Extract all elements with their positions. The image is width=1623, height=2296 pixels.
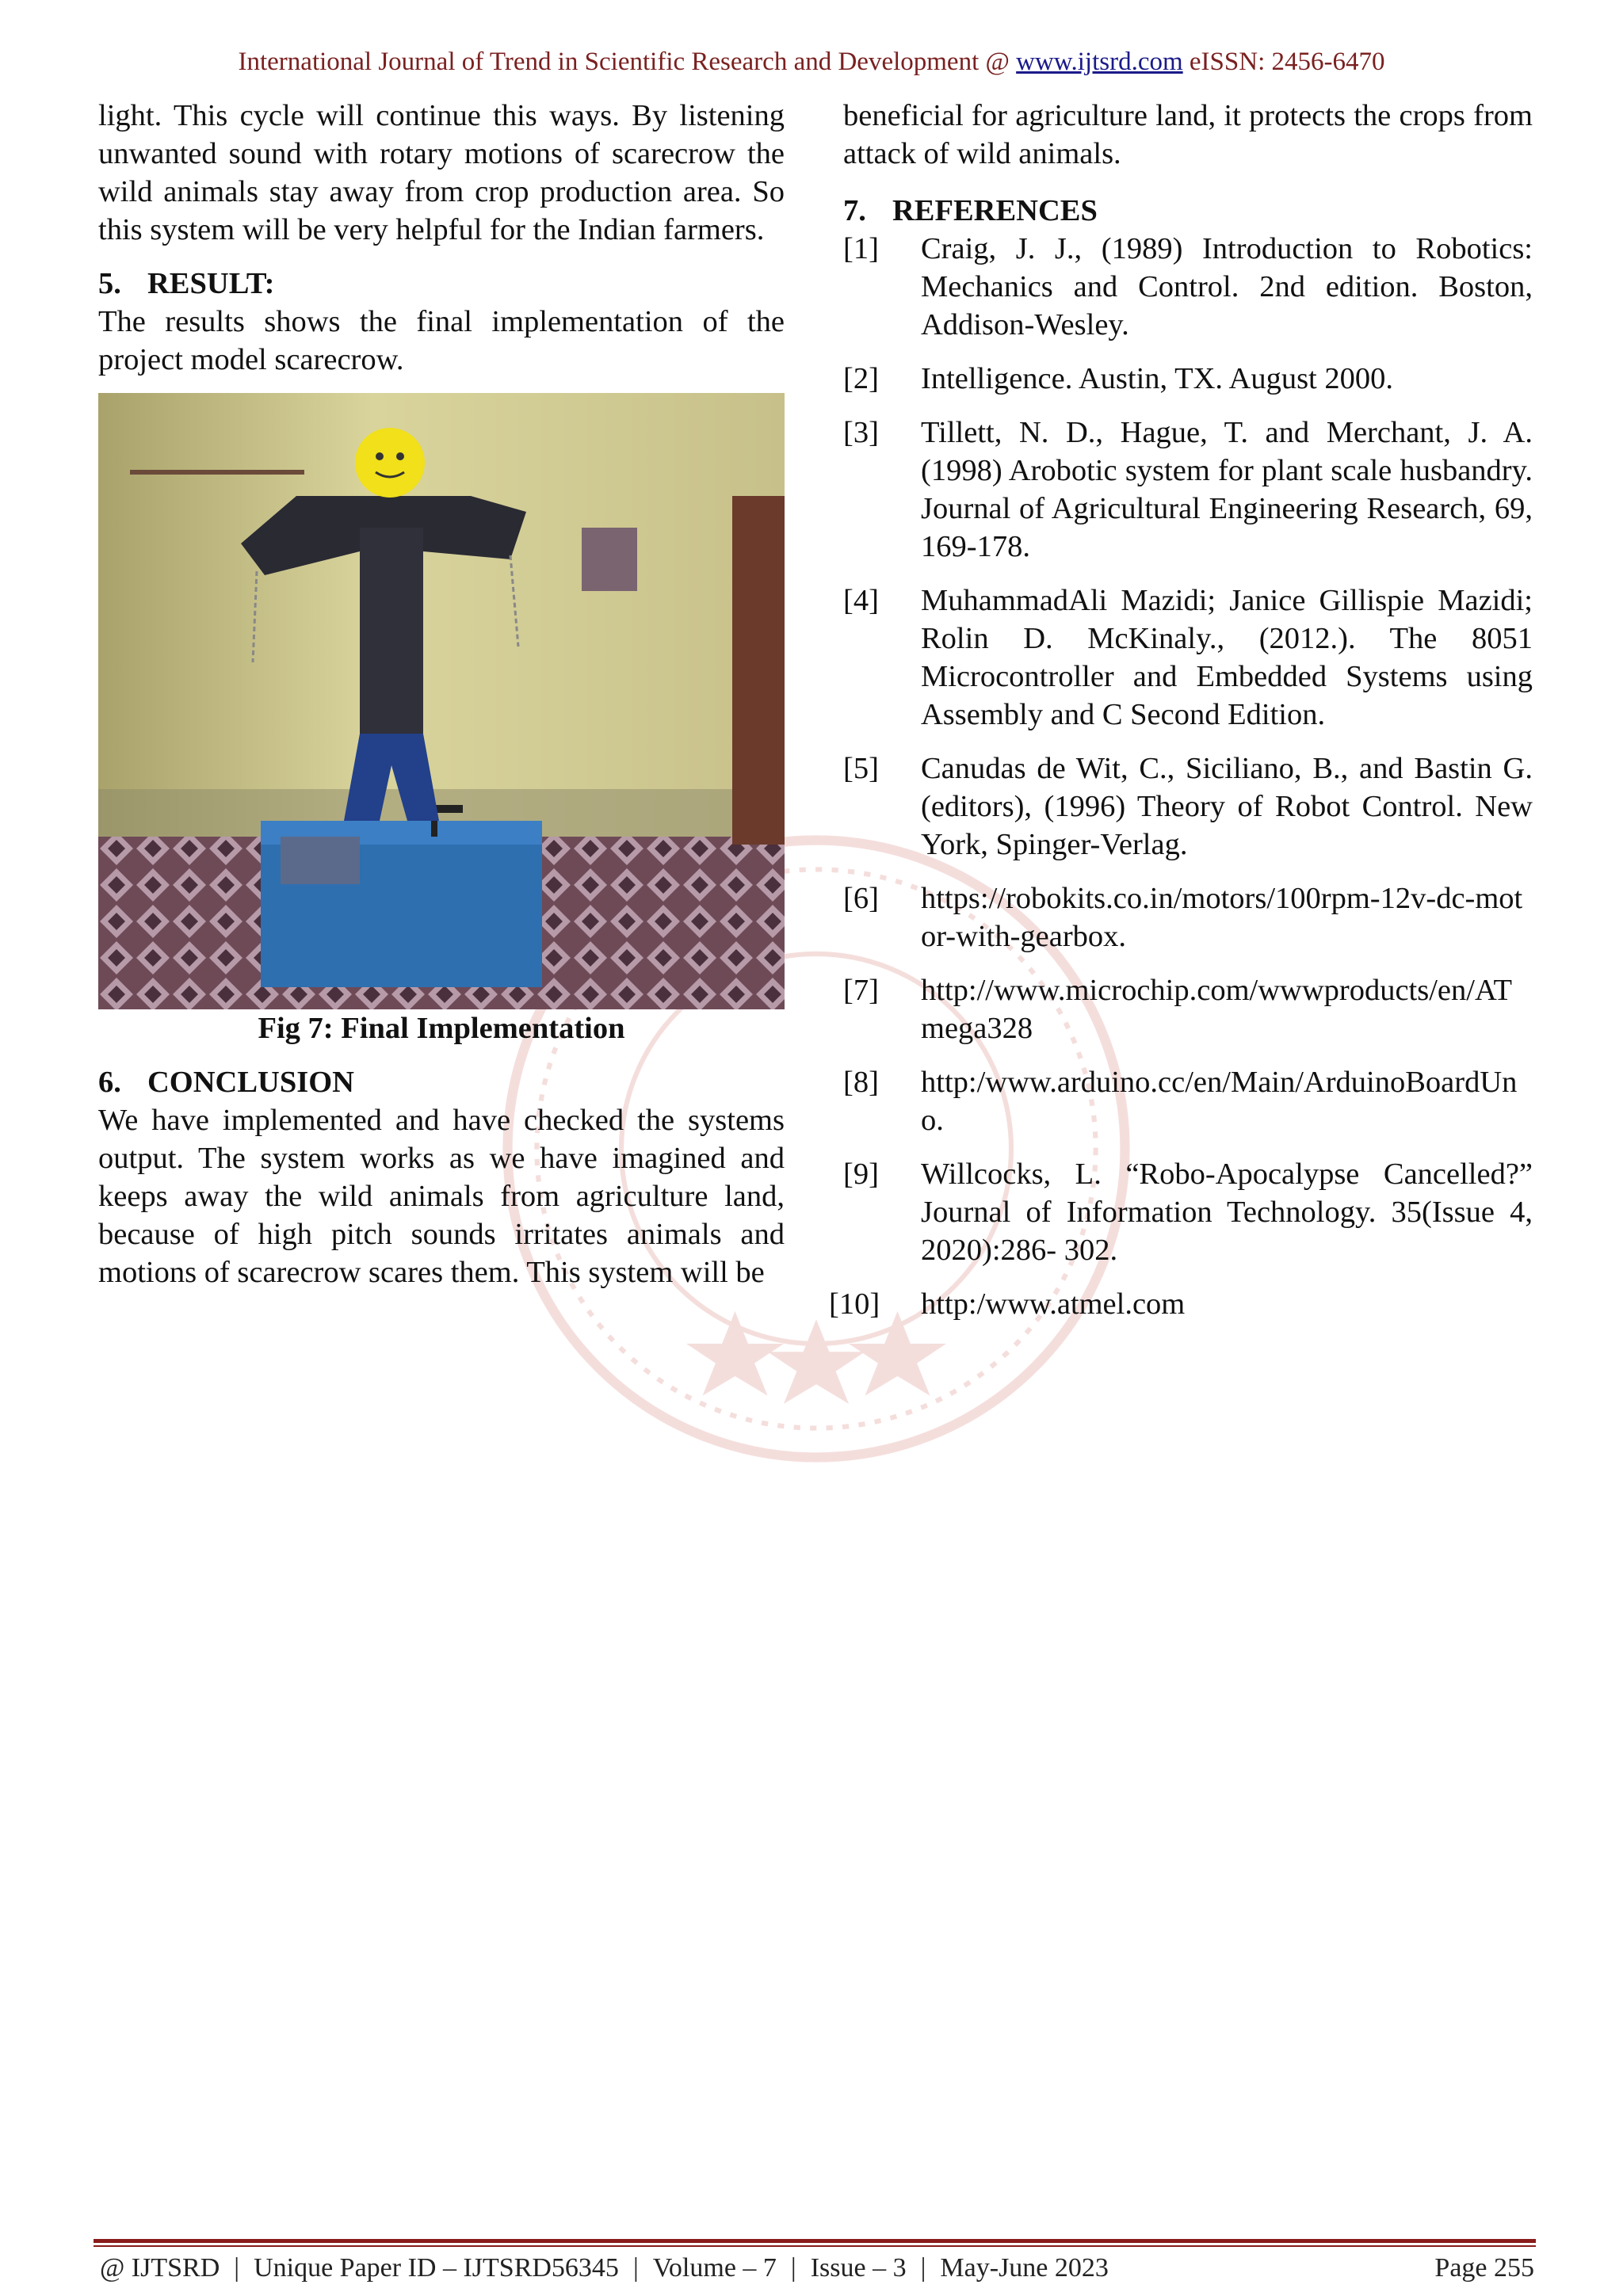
reference-item	[843, 582, 1533, 734]
reference-text: Intelligence. Austin, TX. August 2000.	[921, 362, 1393, 395]
references-section-title: REFERENCES	[892, 194, 1098, 227]
reference-number: [2]	[843, 362, 879, 395]
footer-separator: |	[790, 2253, 796, 2283]
reference-link[interactable]: http://www.microchip.com/wwwproducts/en/ATmega328	[921, 974, 1512, 1045]
page-number: Page 255	[1434, 2253, 1534, 2283]
conclusion-heading	[98, 1063, 785, 1101]
intro-paragraph: light. This cycle will continue this ways. By listening unwanted sound with rotary motions of scarecrow the wild animals stay away from crop production area. So this system will be very helpful for the Indian farmers.	[98, 99, 785, 246]
footer-date: May-June 2023	[940, 2253, 1109, 2283]
reference-item	[843, 1063, 1533, 1139]
reference-item	[843, 879, 1533, 955]
reference-item	[829, 1285, 1533, 1323]
conclusion-section-number: 6.	[98, 1066, 121, 1099]
conclusion-paragraph: We have implemented and have checked the systems output. The system works as we have imagined and keeps away the wild animals from agriculture land, because of high pitch sounds irritates animals and motions of scarecrow scares them. This system will be	[98, 1104, 785, 1289]
header-issn: eISSN: 2456-6470	[1182, 48, 1385, 76]
journal-website-link[interactable]: www.ijtsrd.com	[1016, 48, 1183, 76]
reference-number: [5]	[843, 752, 879, 785]
scarecrow-photo	[98, 393, 785, 1009]
scarecrow-illustration	[98, 393, 785, 1009]
page-footer	[100, 2253, 1534, 2283]
reference-number: [3]	[843, 416, 879, 449]
reference-link[interactable]: https://robokits.co.in/motors/100rpm-12v-dc-motor-with-gearbox.	[921, 882, 1523, 953]
reference-item	[843, 971, 1533, 1047]
result-paragraph: The results shows the final implementation of the project model scarecrow.	[98, 305, 785, 376]
reference-number: [9]	[843, 1158, 879, 1191]
reference-item	[843, 1155, 1533, 1269]
reference-link[interactable]: http:/www.arduino.cc/en/Main/ArduinoBoardUno.	[921, 1066, 1518, 1137]
footer-rule-thin	[94, 2245, 1536, 2247]
result-section-title: RESULT:	[147, 267, 275, 300]
footer-separator: |	[234, 2253, 240, 2283]
result-section-number: 5.	[98, 267, 121, 300]
reference-number: [6]	[843, 882, 879, 915]
reference-number: [7]	[843, 974, 879, 1007]
reference-text: Craig, J. J., (1989) Introduction to Robotics: Mechanics and Control. 2nd edition. Boston, Addison-Wesley.	[921, 232, 1533, 341]
reference-text: Tillett, N. D., Hague, T. and Merchant, J. A. (1998) Arobotic system for plant scale husbandry. Journal of Agricultural Engineering Research, 69, 169-178.	[921, 416, 1533, 563]
reference-link[interactable]: http:/www.atmel.com	[921, 1287, 1186, 1321]
reference-item	[843, 230, 1533, 344]
figure-caption: Fig 7: Final Implementation	[258, 1012, 625, 1045]
header-journal-name: International Journal of Trend in Scientific Research and Development @	[238, 48, 1017, 76]
footer-rule-thick	[94, 2239, 1536, 2243]
reference-text: Willcocks, L. “Robo-Apocalypse Cancelled?” Journal of Information Technology. 35(Issue 4, 2020):286- 302.	[921, 1158, 1533, 1267]
reference-number: [4]	[843, 584, 879, 617]
references-section-number: 7.	[843, 194, 866, 227]
footer-info	[100, 2253, 1109, 2283]
running-header	[0, 48, 1623, 77]
reference-number: [8]	[843, 1066, 879, 1099]
references-heading	[843, 192, 1533, 230]
left-column	[98, 97, 785, 1291]
conclusion-section-title: CONCLUSION	[147, 1066, 354, 1099]
footer-volume: Volume – 7	[652, 2253, 777, 2283]
right-column	[829, 97, 1533, 1339]
reference-text: Canudas de Wit, C., Siciliano, B., and Bastin G. (editors), (1996) Theory of Robot Control. New York, Spinger-Verlag.	[921, 752, 1533, 861]
reference-item	[843, 360, 1533, 398]
reference-item	[843, 414, 1533, 566]
result-heading	[98, 265, 785, 303]
footer-paper-id: Unique Paper ID – IJTSRD56345	[254, 2253, 619, 2283]
continuation-paragraph: beneficial for agriculture land, it protects the crops from attack of wild animals.	[843, 99, 1533, 170]
reference-text: MuhammadAli Mazidi; Janice Gillispie Mazidi; Rolin D. McKinaly., (2012.). The 8051 Microcontroller and Embedded Systems using Assembly and C Second Edition.	[921, 584, 1533, 731]
reference-item	[843, 749, 1533, 864]
footer-separator: |	[920, 2253, 926, 2283]
footer-separator: |	[632, 2253, 639, 2283]
reference-number: [10]	[829, 1287, 880, 1321]
footer-issue: Issue – 3	[810, 2253, 907, 2283]
footer-publisher: @ IJTSRD	[100, 2253, 220, 2283]
reference-number: [1]	[843, 232, 879, 265]
